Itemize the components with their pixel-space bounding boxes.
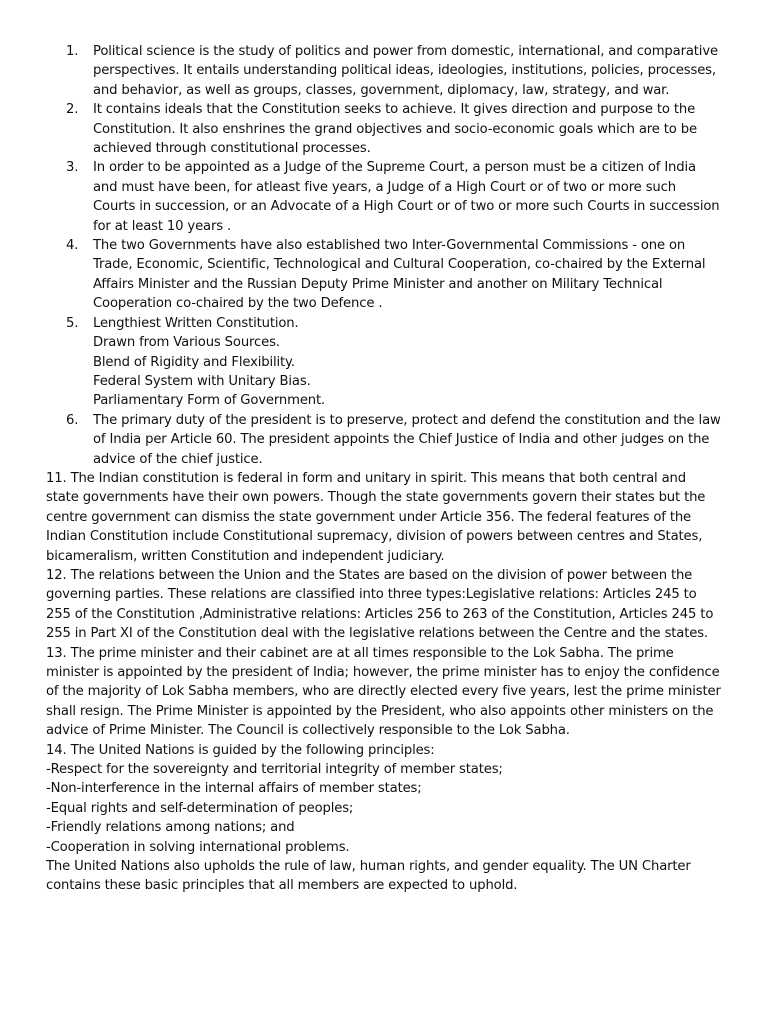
principle-item: -Respect for the sovereignty and territorial integrity of member states;: [46, 762, 503, 778]
numbered-list: [46, 42, 722, 469]
principle-item: -Non-interference in the internal affairs of member states;: [46, 781, 422, 797]
list-item-text: The two Governments have also established two Inter-Governmental Commissions - one on Trade, Economic, Scientific, Technological and Cultural Cooperation, co-chaired by the External Affairs Minister and the Russian Deputy Prime Minister and another on Military Technical Cooperation co-chaired by the two Defence .: [93, 238, 706, 312]
list-item: [46, 236, 722, 314]
list-item: [46, 411, 722, 469]
principle-item: -Friendly relations among nations; and: [46, 820, 295, 836]
list-item-text: Political science is the study of politics and power from domestic, international, and comparative perspectives. It entails understanding political ideas, ideologies, institutions, policies, processes, and behavior, as well as groups, classes, government, diplomacy, law, strategy, and war.: [93, 44, 718, 98]
list-item-line: Drawn from Various Sources.: [93, 335, 280, 351]
list-item: [46, 158, 722, 236]
list-item-text: In order to be appointed as a Judge of the Supreme Court, a person must be a citizen of India and must have been, for atleast five years, a Judge of a High Court or of two or more such Courts in succession, or an Advocate of a High Court or of two or more such Courts in succession for at least 10 years .: [93, 160, 720, 234]
list-item: [46, 100, 722, 158]
list-item-text: It contains ideals that the Constitution seeks to achieve. It gives direction and purpose to the Constitution. It also enshrines the grand objectives and socio-economic goals which are to be achieved through constitutional processes.: [93, 102, 697, 157]
paragraph-14-heading: 14. The United Nations is guided by the following principles:: [46, 742, 435, 758]
paragraph-11: 11. The Indian constitution is federal in form and unitary in spirit. This means that both central and state governments have their own powers. Though the state governments govern their states but the centre government can dismiss the state government under Article 356. The federal features of the Indian Constitution include Constitutional supremacy, division of powers between centres and States, bicameralism, written Constitution and independent judiciary.: [46, 470, 706, 564]
list-item-number: 5.: [66, 315, 79, 331]
document-body: [46, 42, 722, 896]
list-item-number: 2.: [66, 102, 79, 118]
list-item-number: 1.: [66, 44, 79, 59]
list-item-line: Blend of Rigidity and Flexibility.: [93, 354, 295, 370]
list-item: [46, 42, 722, 100]
paragraph-14: [46, 741, 722, 896]
list-item-number: 4.: [66, 238, 79, 254]
list-item-number: 6.: [66, 412, 79, 428]
paragraph-12: 12. The relations between the Union and the States are based on the division of power between the governing parties. These relations are classified into three types:Legislative relations: Articles 245 to 255 of the Constitution ,Administrative relations: Articles 256 to 263 of the Constitution, Articles 245 to 255 in Part XI of the Constitution deal with the legislative relations between the Centre and the states.: [46, 567, 714, 642]
paragraph-14-closing: The United Nations also upholds the rule of law, human rights, and gender equality. The UN Charter contains these basic principles that all members are expected to uphold.: [46, 859, 691, 894]
principle-item: -Cooperation in solving international problems.: [46, 839, 350, 855]
list-item-line: Parliamentary Form of Government.: [93, 393, 326, 409]
list-item-number: 3.: [66, 160, 79, 176]
list-item-line: Lengthiest Written Constitution.: [93, 315, 299, 331]
principle-item: -Equal rights and self-determination of peoples;: [46, 800, 354, 816]
paragraph-13: 13. The prime minister and their cabinet are at all times responsible to the Lok Sabha. The prime minister is appointed by the president of India; however, the prime minister has to enjoy the confidence of the majority of Lok Sabha members, who are directly elected every five years, lest the prime minister shall resign. The Prime Minister is appointed by the President, who also appoints other ministers on the advice of Prime Minister. The Council is collectively responsible to the Lok Sabha.: [46, 645, 721, 739]
list-item: [46, 314, 722, 411]
list-item-text: The primary duty of the president is to preserve, protect and defend the constitution and the law of India per Article 60. The president appoints the Chief Justice of India and other judges on the advice of the chief justice.: [93, 412, 721, 467]
list-item-line: Federal System with Unitary Bias.: [93, 373, 311, 389]
